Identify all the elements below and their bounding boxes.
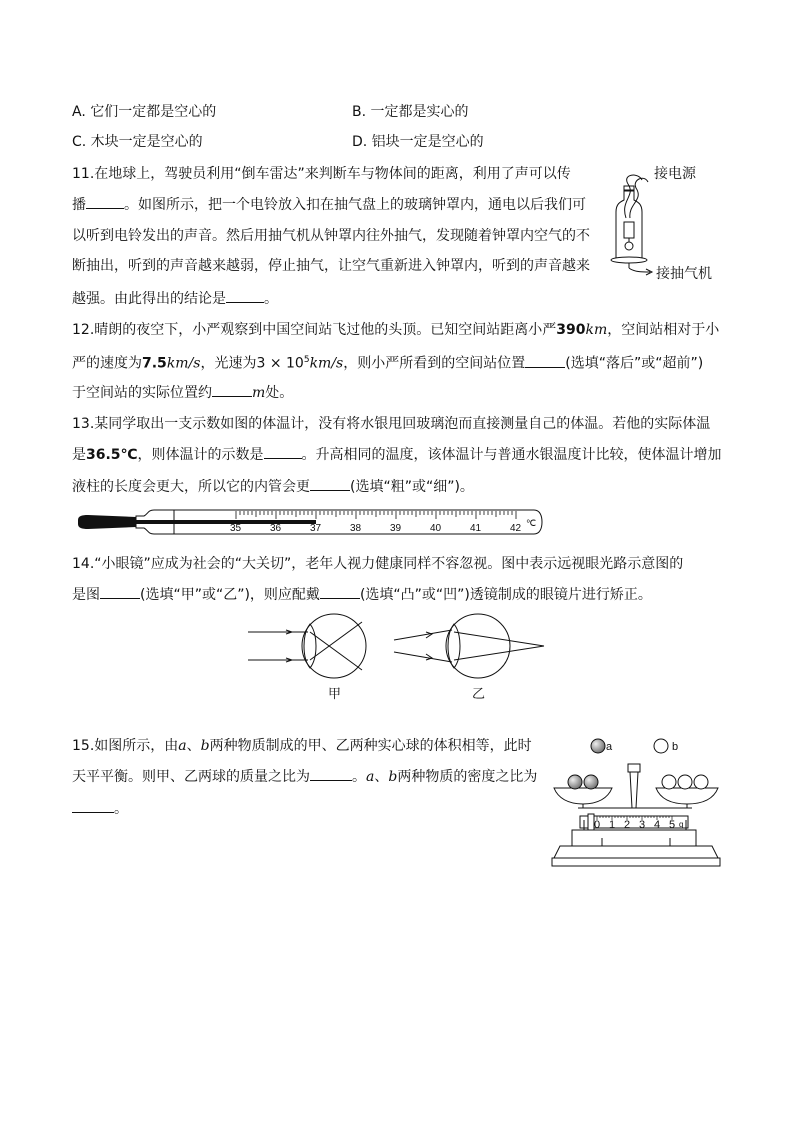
q15-line-1	[72, 736, 532, 756]
speed-unit: km/s	[166, 355, 201, 372]
thermometer-label: 41	[470, 523, 482, 534]
ball-b-icon	[662, 775, 676, 789]
q11-line-5	[72, 288, 278, 309]
q12-text: (选填“落后”或“超前”)	[565, 355, 704, 372]
mercury-bulb	[78, 515, 136, 529]
eye-diagram-yi	[392, 610, 552, 706]
substance-b-var: b	[200, 738, 210, 754]
mercury-column	[136, 520, 316, 524]
legend-ball-b-icon	[654, 739, 668, 753]
q12-text: ，则小严所看到的空间站位置	[343, 355, 526, 372]
q13-text: 是	[72, 447, 86, 463]
option-a: A. 它们一定都是空心的	[72, 104, 217, 120]
answer-blank	[72, 798, 114, 813]
q15-text: 天平平衡。则甲、乙两球的质量之比为	[72, 769, 310, 785]
pump-label: 接抽气机	[656, 265, 712, 281]
q15-text: 、	[186, 738, 201, 754]
answer-blank	[86, 194, 124, 209]
q12-line-3	[72, 382, 293, 403]
q12-line-1	[72, 320, 719, 340]
ball-b-icon	[678, 775, 692, 789]
actual-temp-value: 36.5℃	[86, 447, 138, 463]
q13-text: 液柱的长度会更大，所以它的内管会更	[72, 479, 310, 495]
q15-line-2	[72, 766, 537, 787]
balance-scale-label: 4	[654, 819, 661, 831]
q11-line-2	[72, 194, 586, 215]
q13-line-1: 13.某同学取出一支示数如图的体温计，没有将水银甩回玻璃泡而直接测量自己的体温。若他的实际体温	[72, 416, 711, 432]
q13-text: ，则体温计的示数是	[137, 447, 264, 463]
q15-text: 两种物质制成的甲、乙两种实心球的体积相等，此时	[209, 738, 532, 754]
q11-line-4: 断抽出，听到的声音越来越弱，停止抽气，让空气重新进入钟罩内，听到的声音越来	[72, 258, 590, 274]
answer-blank	[226, 288, 264, 303]
answer-blank	[100, 584, 140, 599]
q12-text: 于空间站的实际位置约	[72, 385, 212, 401]
q11-text: 。如图所示，把一个电铃放入扣在抽气盘上的玻璃钟罩内，通电以后我们可	[124, 197, 586, 213]
q13-text: (选填“粗”或“细”)。	[350, 479, 474, 495]
thermometer-label: 38	[350, 523, 362, 534]
thermometer-label: 37	[310, 523, 322, 534]
light-speed-exponent: 5	[303, 355, 310, 365]
q12-text: 处。	[265, 385, 294, 401]
legend-ball-a-icon	[591, 739, 605, 753]
q13-line-2	[72, 444, 722, 465]
ball-b-icon	[694, 775, 708, 789]
q11-text: 播	[72, 197, 86, 213]
q14-line-1: 14.“小眼镜”应成为社会的“大关切”，老年人视力健康同样不容忽视。图中表示远视眼光路示意图的	[72, 556, 684, 572]
answer-blank	[525, 353, 565, 368]
option-d: D. 铝块一定是空心的	[352, 134, 484, 150]
q11-text: 越强。由此得出的结论是	[72, 291, 226, 307]
q14-text: (选填“凸”或“凹”)透镜制成的眼镜片进行矫正。	[359, 587, 652, 603]
balance-scale-label: 5	[669, 819, 676, 831]
q13-text: 。升高相同的温度，该体温计与普通水银温度计比较，使体温计增加	[301, 447, 722, 463]
q12-text: 12.晴朗的夜空下，小严观察到中国空间站飞过他的头顶。已知空间站距离小严	[72, 322, 557, 338]
yi-label: 乙	[472, 686, 486, 701]
q13-line-3	[72, 476, 474, 497]
answer-blank	[310, 766, 352, 781]
substance-a-var: a	[366, 769, 375, 785]
balance-scale-label: 3	[639, 819, 646, 831]
q14-text: (选填“甲”或“乙”)，则应配戴	[140, 587, 320, 603]
scale-unit: g	[679, 820, 684, 829]
answer-blank	[320, 584, 360, 599]
distance-value: 390	[556, 322, 586, 338]
jia-label: 甲	[328, 686, 342, 701]
answer-blank	[264, 444, 302, 459]
substance-b-var: b	[388, 769, 398, 785]
ball-a-icon	[568, 775, 582, 789]
thermometer-label: 39	[390, 523, 402, 534]
power-label: 接电源	[654, 165, 696, 181]
answer-blank	[212, 382, 252, 397]
balance-scale-label: 0	[594, 819, 601, 831]
q11-line-3: 以听到电铃发出的声音。然后用抽气机从钟罩内往外抽气，发现随着钟罩内空气的不	[72, 228, 590, 244]
option-c: C. 木块一定是空心的	[72, 134, 203, 150]
q15-text: 。	[352, 769, 366, 785]
legend-b-label: b	[672, 741, 679, 753]
q12-text: ，空间站相对于小	[607, 322, 720, 338]
q12-text: 严的速度为	[72, 355, 142, 372]
q12-line-2	[72, 350, 703, 374]
option-b: B. 一定都是实心的	[352, 104, 469, 120]
q15-text: 15.如图所示，由	[72, 738, 179, 754]
thermometer-label: 36	[270, 523, 282, 534]
q15-text: 两种物质的密度之比为	[397, 769, 538, 785]
thermometer-figure	[74, 506, 544, 538]
distance-unit-m: m	[252, 385, 266, 401]
ball-a-icon	[584, 775, 598, 789]
q15-line-3	[72, 798, 128, 819]
legend-a-label: a	[606, 741, 613, 753]
thermometer-label: 40	[430, 523, 442, 534]
speed-value: 7.5	[142, 355, 167, 372]
balance-figure	[548, 734, 724, 876]
q12-text: ，光速为	[200, 355, 257, 372]
q14-text: 是图	[72, 587, 100, 603]
answer-blank	[310, 476, 350, 491]
balance-scale-label: 2	[624, 819, 631, 831]
substance-a-var: a	[178, 738, 187, 754]
balance-scale-label: 1	[609, 819, 616, 831]
celsius-unit: ℃	[526, 518, 537, 528]
thermometer-label: 35	[230, 523, 242, 534]
bell-jar-figure	[598, 160, 728, 288]
eye-diagram-jia	[246, 610, 376, 706]
light-speed-unit: km/s	[309, 355, 344, 372]
q14-line-2	[72, 584, 652, 605]
distance-unit: km	[585, 322, 608, 338]
q11-text: 。	[264, 291, 278, 307]
q15-text: 。	[114, 801, 128, 817]
thermometer-label: 42	[510, 523, 522, 534]
q11-line-1: 11.在地球上，驾驶员利用“倒车雷达”来判断车与物体间的距离，利用了声可以传	[72, 166, 571, 182]
light-speed-value: 3 × 10	[256, 355, 304, 372]
q15-text: 、	[374, 769, 389, 785]
